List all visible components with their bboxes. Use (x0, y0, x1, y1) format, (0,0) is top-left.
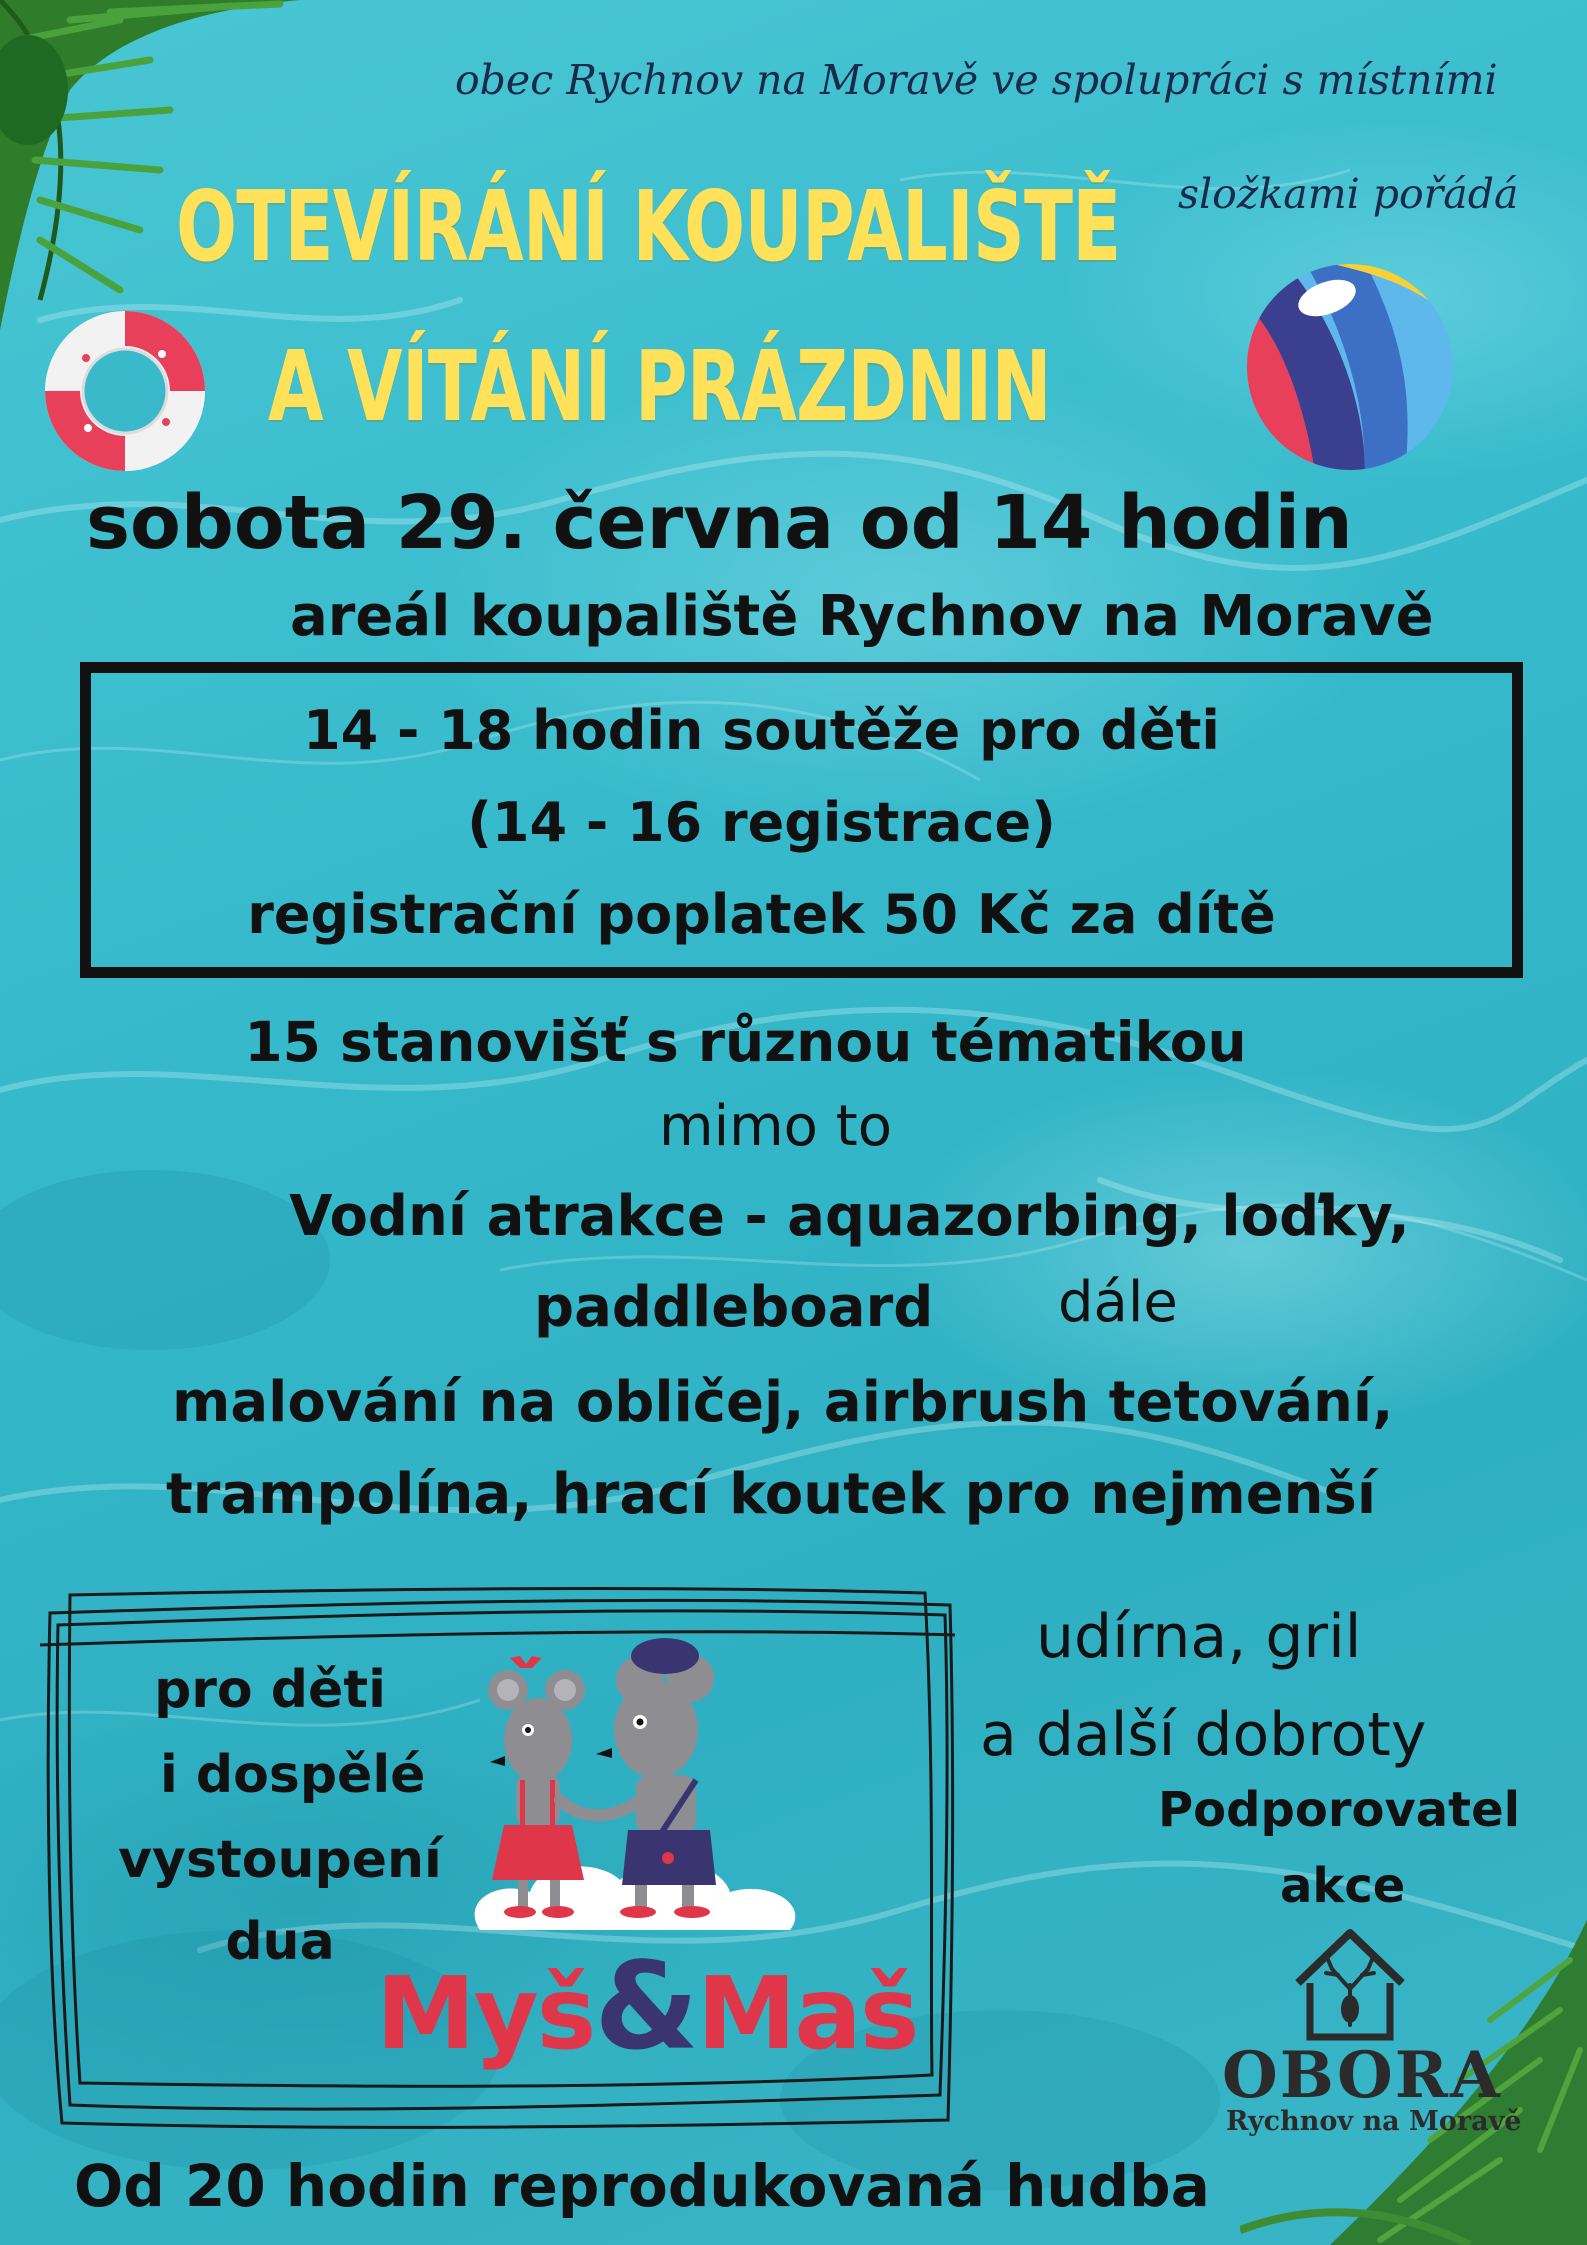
organizer-line-2: složkami pořádá (1178, 170, 1519, 218)
activities-line-2: trampolína, hrací koutek pro nejmenší (166, 1462, 1377, 1527)
further-text: dále (1058, 1270, 1178, 1335)
event-date: sobota 29. června od 14 hodin (86, 480, 1353, 566)
life-ring-icon (42, 308, 208, 474)
mys-mas-logo (376, 1938, 917, 2077)
water-attractions-line-2: paddleboard (534, 1275, 934, 1340)
competition-hours: 14 - 18 hodin soutěže pro děti (303, 699, 1220, 762)
activities-line-1: malování na obličej, airbrush tetování, (172, 1370, 1394, 1435)
sponsor-subtitle: Rychnov na Moravě (1226, 2106, 1522, 2137)
duo-line-2: i dospělé (160, 1745, 426, 1805)
food-line-2: a další dobroty (980, 1700, 1427, 1770)
logo-mys: Myš (376, 1955, 595, 2072)
logo-mas: Maš (696, 1955, 918, 2072)
info-box (80, 662, 1523, 978)
registration-hours: (14 - 16 registrace) (467, 791, 1056, 854)
sponsor-name: OBORA (1222, 2038, 1502, 2113)
event-venue: areál koupaliště Rychnov na Moravě (290, 584, 1434, 649)
logo-ampersand: & (594, 1938, 697, 2077)
headline-line-2: A VÍTÁNÍ PRÁZDNIN (268, 330, 1051, 443)
registration-fee: registrační poplatek 50 Kč za dítě (247, 883, 1276, 946)
duo-line-3: vystoupení (118, 1830, 442, 1890)
headline-line-1: OTEVÍRÁNÍ KOUPALIŠTĚ (176, 170, 1121, 283)
mouse-duo-illustration (460, 1630, 830, 1970)
duo-line-4: dua (225, 1912, 335, 1972)
obora-logo-icon (1290, 1925, 1410, 2045)
organizer-line-1: obec Rychnov na Moravě ve spolupráci s místními (455, 56, 1498, 104)
besides-text: mimo to (659, 1094, 892, 1159)
music-text: Od 20 hodin reprodukovaná hudba (74, 2152, 1210, 2220)
sponsor-label-line-1: Podporovatel (1158, 1782, 1521, 1838)
duo-line-1: pro děti (154, 1660, 386, 1720)
stations-text: 15 stanovišť s různou tématikou (244, 1010, 1247, 1074)
beach-ball-icon (1245, 262, 1455, 472)
sponsor-label-line-2: akce (1280, 1858, 1406, 1914)
water-attractions-line-1: Vodní atrakce - aquazorbing, loďky, (289, 1184, 1410, 1249)
food-line-1: udírna, gril (1036, 1602, 1362, 1672)
